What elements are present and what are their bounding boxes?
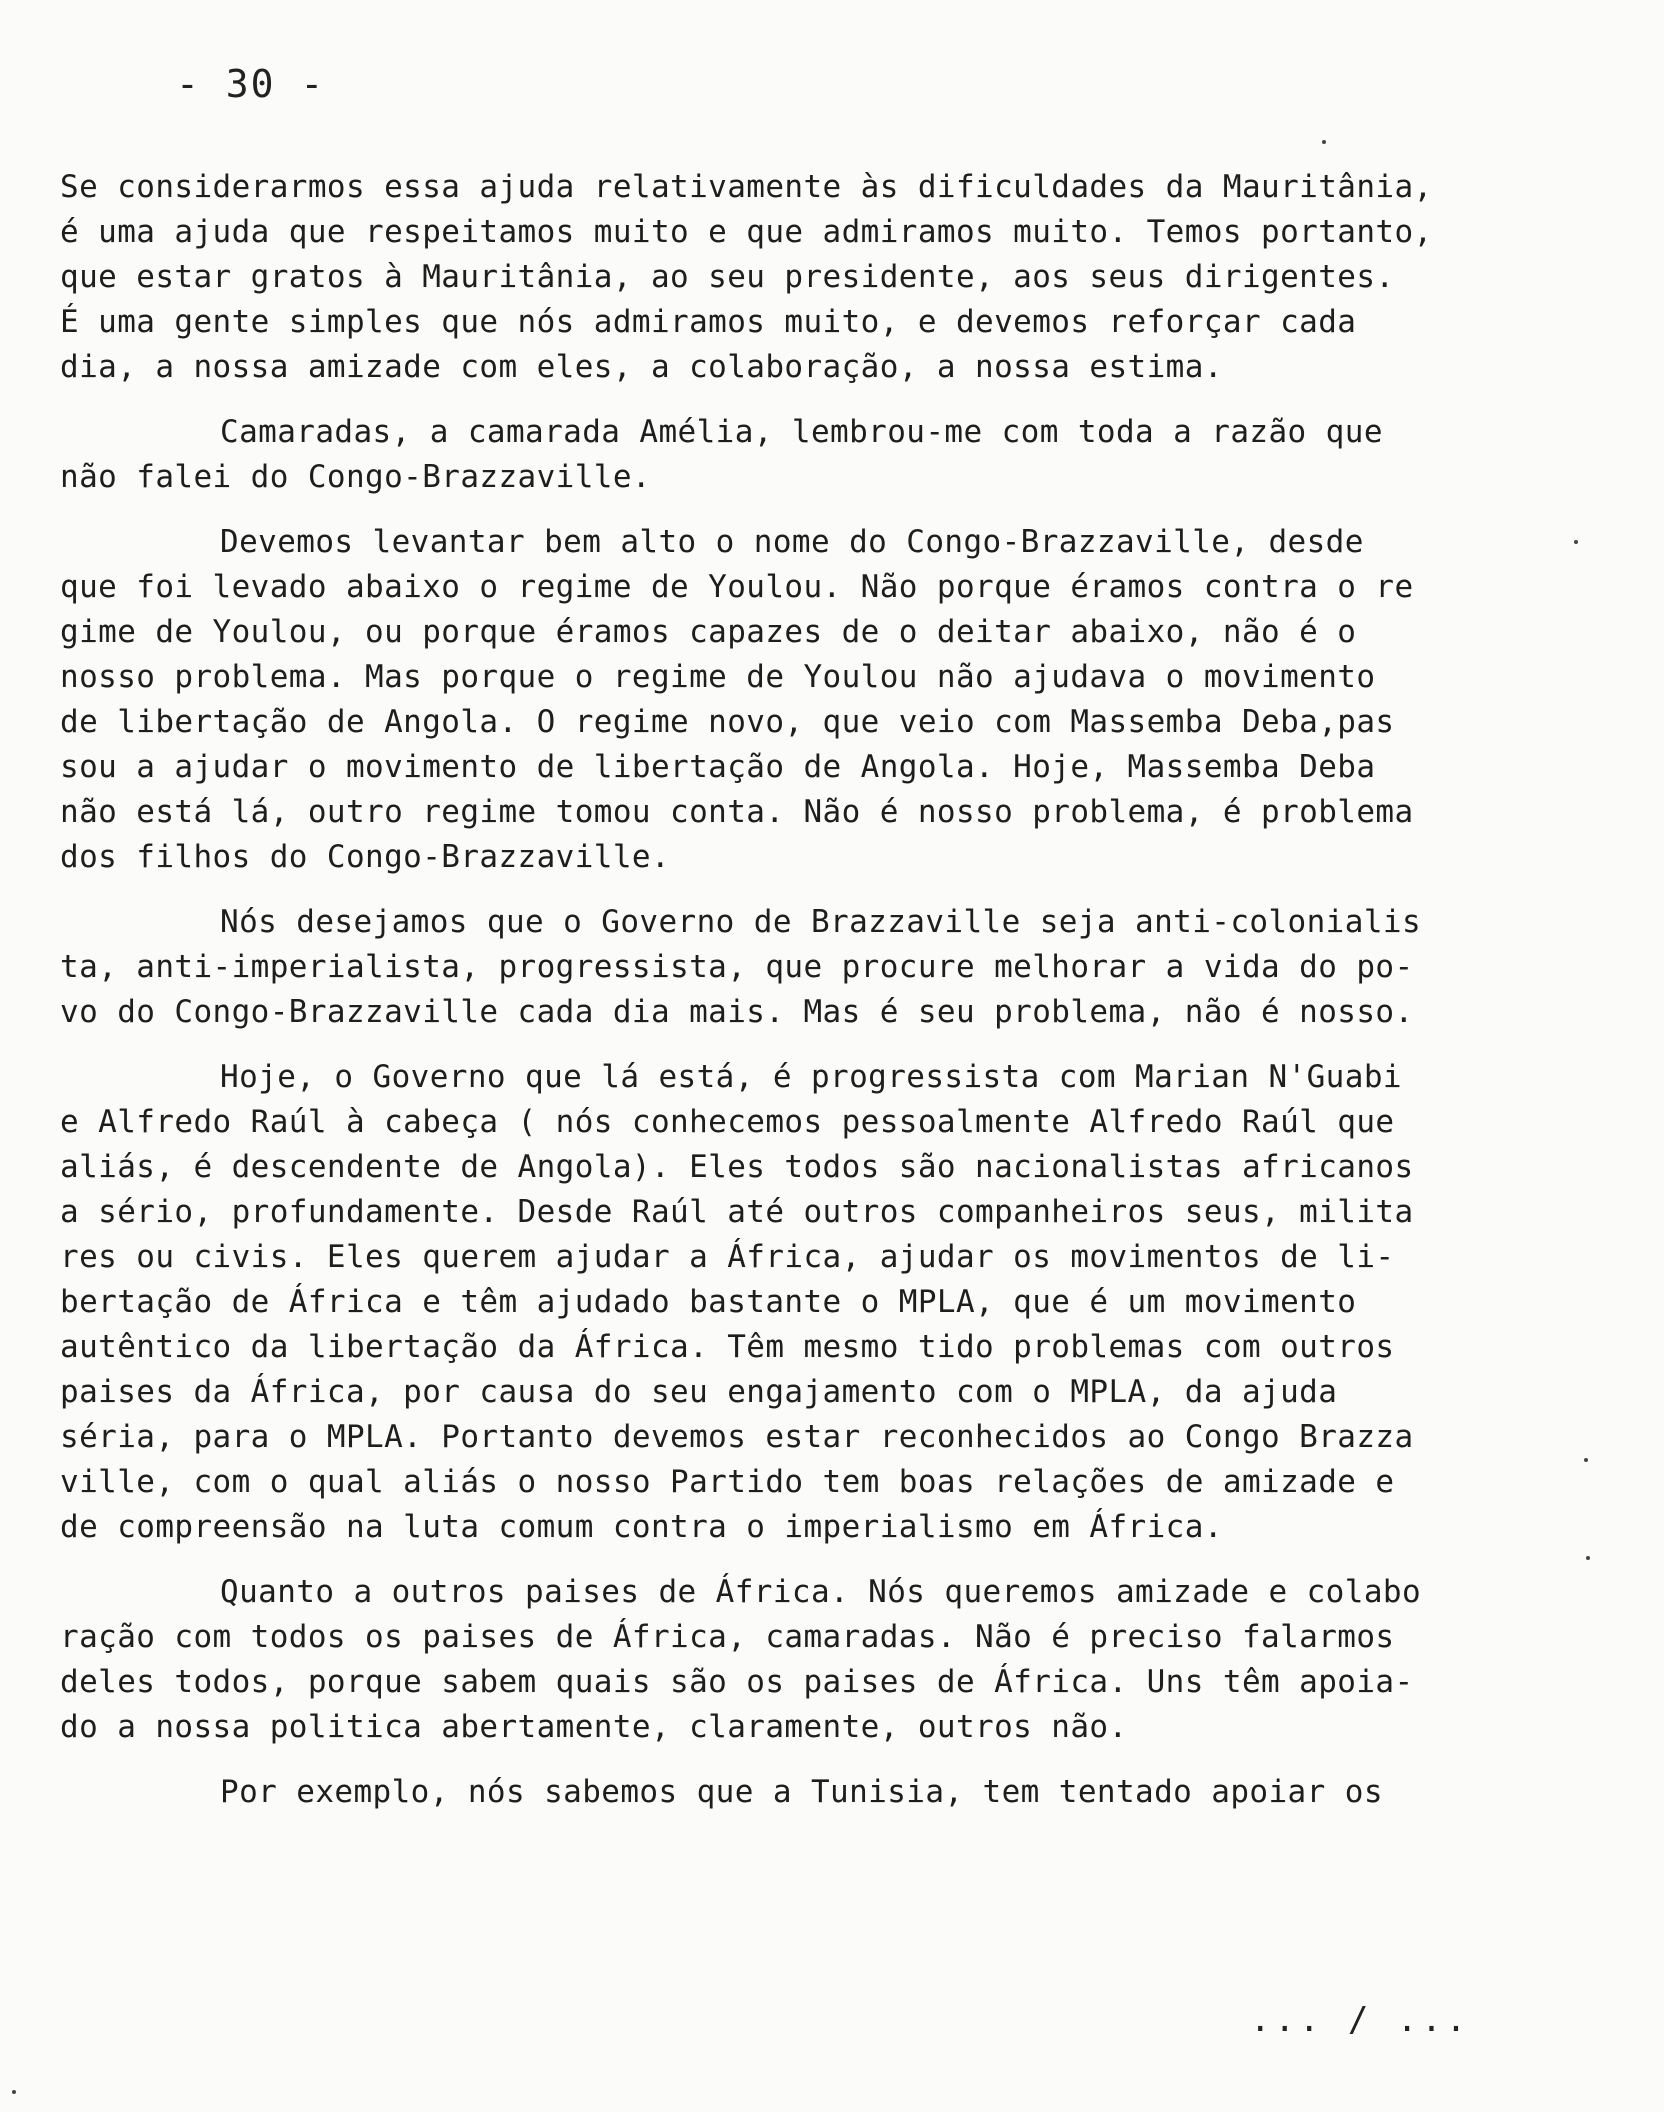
paragraph — [60, 520, 1540, 880]
scan-speck — [1584, 1458, 1588, 1462]
text-line: É uma gente simples que nós admiramos muito, e devemos reforçar cada — [60, 304, 1357, 340]
text-line: ville, com o qual aliás o nosso Partido tem boas relações de amizade e — [60, 1464, 1395, 1500]
text-line: nosso problema. Mas porque o regime de Youlou não ajudava o movimento — [60, 659, 1376, 695]
text-line: gime de Youlou, ou porque éramos capazes de o deitar abaixo, não é o — [60, 614, 1357, 650]
text-line: paises da África, por causa do seu engajamento com o MPLA, da ajuda — [60, 1374, 1338, 1410]
text-line: deles todos, porque sabem quais são os paises de África. Uns têm apoia- — [60, 1664, 1414, 1700]
text-line — [60, 520, 1540, 565]
text-line: autêntico da libertação da África. Têm mesmo tido problemas com outros — [60, 1329, 1395, 1365]
paragraph — [60, 900, 1540, 1035]
text-line: e Alfredo Raúl à cabeça ( nós conhecemos pessoalmente Alfredo Raúl que — [60, 1104, 1395, 1140]
text-line — [60, 1570, 1540, 1615]
text-line — [60, 410, 1540, 455]
scan-speck — [1574, 540, 1578, 544]
text-line: ração com todos os paises de África, camaradas. Não é preciso falarmos — [60, 1619, 1395, 1655]
text-line: de compreensão na luta comum contra o imperialismo em África. — [60, 1509, 1223, 1545]
text-line: Se considerarmos essa ajuda relativamente às dificuldades da Mauritânia, — [60, 169, 1433, 205]
text-line: de libertação de Angola. O regime novo, que veio com Massemba Deba,pas — [60, 704, 1395, 740]
text-line: bertação de África e têm ajudado bastante o MPLA, que é um movimento — [60, 1284, 1357, 1320]
text-line: do a nossa politica abertamente, claramente, outros não. — [60, 1709, 1128, 1745]
text-line: aliás, é descendente de Angola). Eles todos são nacionalistas africanos — [60, 1149, 1414, 1185]
scan-speck — [1586, 1556, 1590, 1560]
text-line: a sério, profundamente. Desde Raúl até outros companheiros seus, milita — [60, 1194, 1414, 1230]
continuation-marker: ... / ... — [1250, 2000, 1471, 2040]
paragraph — [60, 1055, 1540, 1550]
indented-text: Camaradas, a camarada Amélia, lembrou-me com toda a razão que — [220, 414, 1383, 450]
text-line: vo do Congo-Brazzaville cada dia mais. Mas é seu problema, não é nosso. — [60, 994, 1414, 1030]
indented-text: Devemos levantar bem alto o nome do Congo-Brazzaville, desde — [220, 524, 1364, 560]
scan-speck — [1322, 140, 1326, 144]
paragraph — [60, 410, 1540, 500]
paragraph — [60, 165, 1540, 390]
indented-text: Hoje, o Governo que lá está, é progressista com Marian N'Guabi — [220, 1059, 1402, 1095]
text-line: que estar gratos à Mauritânia, ao seu presidente, aos seus dirigentes. — [60, 259, 1395, 295]
text-line — [60, 900, 1540, 945]
text-line: que foi levado abaixo o regime de Youlou. Não porque éramos contra o re — [60, 569, 1414, 605]
text-line — [60, 1770, 1540, 1815]
indented-text: Nós desejamos que o Governo de Brazzaville seja anti-colonialis — [220, 904, 1422, 940]
scan-speck — [12, 2090, 16, 2094]
indented-text: Quanto a outros paises de África. Nós queremos amizade e colabo — [220, 1574, 1422, 1610]
body-text — [60, 165, 1540, 1835]
text-line: dos filhos do Congo-Brazzaville. — [60, 839, 671, 875]
text-line — [60, 1055, 1540, 1100]
indented-text: Por exemplo, nós sabemos que a Tunisia, tem tentado apoiar os — [220, 1774, 1383, 1810]
text-line: não falei do Congo-Brazzaville. — [60, 459, 651, 495]
paragraph — [60, 1770, 1540, 1815]
page-number: - 30 - — [176, 62, 326, 106]
text-line: não está lá, outro regime tomou conta. Não é nosso problema, é problema — [60, 794, 1414, 830]
text-line: dia, a nossa amizade com eles, a colaboração, a nossa estima. — [60, 349, 1223, 385]
text-line: ta, anti-imperialista, progressista, que procure melhorar a vida do po- — [60, 949, 1414, 985]
paragraph — [60, 1570, 1540, 1750]
text-line: res ou civis. Eles querem ajudar a África, ajudar os movimentos de li- — [60, 1239, 1395, 1275]
text-line: é uma ajuda que respeitamos muito e que admiramos muito. Temos portanto, — [60, 214, 1433, 250]
text-line: séria, para o MPLA. Portanto devemos estar reconhecidos ao Congo Brazza — [60, 1419, 1414, 1455]
text-line: sou a ajudar o movimento de libertação de Angola. Hoje, Massemba Deba — [60, 749, 1376, 785]
